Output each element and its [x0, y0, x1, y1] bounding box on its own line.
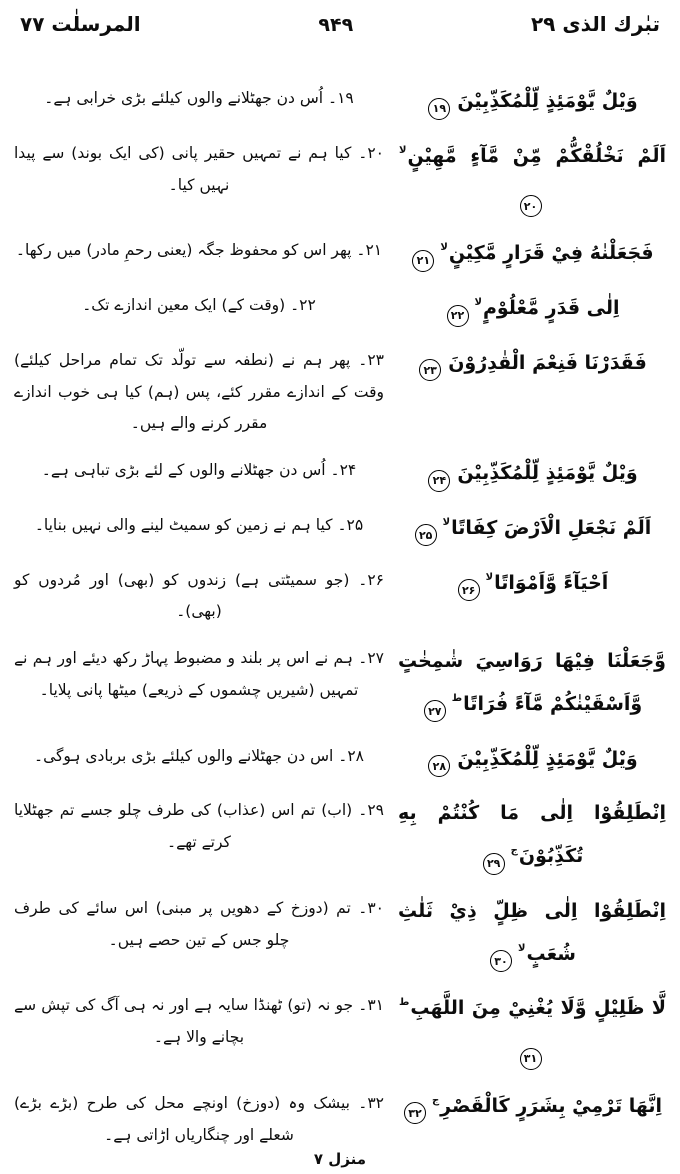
- verse-row: [14, 452, 666, 495]
- verse-number-badge: ۳۱: [520, 1048, 542, 1070]
- arabic-text: اِنَّهَا تَرْمِيْ بِشَرَرٍ كَالْقَصْرِ: [440, 1094, 663, 1117]
- waqf-mark: لا: [474, 297, 482, 308]
- verse-number-badge: ۱۹: [428, 98, 450, 120]
- verse-row: [14, 507, 666, 550]
- urdu-translation: ۲۶۔ (جو سمیٹتی ہے) زندوں کو (بھی) اور مُردوں کو (بھی)۔: [14, 570, 384, 621]
- verse-number-badge: ۲۸: [428, 755, 450, 777]
- verse-number-badge: ۲۵: [415, 524, 437, 546]
- waqf-mark: ط: [399, 997, 410, 1009]
- surah-label: المرسلٰت ۷۷: [20, 12, 141, 36]
- verse-number-badge: ۲۰: [520, 195, 542, 217]
- waqf-mark: لا: [518, 942, 526, 954]
- verse-row: [14, 987, 666, 1073]
- arabic-verse: [394, 507, 666, 550]
- arabic-text: لَّا ظَلِيْلٍ وَّلَا يُغْنِيْ مِنَ اللَّهَبِ: [410, 997, 666, 1020]
- waqf-mark: لا: [399, 144, 407, 156]
- arabic-text: وَيْلٌ يَّوْمَئِذٍ لِّلْمُكَذِّبِيْنَ: [457, 90, 638, 112]
- verse-row: [14, 135, 666, 221]
- arabic-verse: [394, 135, 666, 221]
- verse-number-badge: ۲۴: [428, 470, 450, 492]
- waqf-mark: لا: [485, 571, 494, 583]
- urdu-translation: ۲۰۔ کیا ہم نے تمہیں حقیر پانی (کی ایک بوند) سے پیدا نہیں کیا۔: [14, 143, 384, 194]
- arabic-verse: [394, 342, 666, 385]
- waqf-mark: لا: [440, 242, 448, 254]
- arabic-text: وَيْلٌ يَّوْمَئِذٍ لِّلْمُكَذِّبِيْنَ: [457, 462, 638, 485]
- arabic-verse: [394, 890, 666, 976]
- urdu-translation: ۲۱۔ پھر اس کو محفوظ جگہ (یعنی رحمِ مادر) میں رکھا۔: [15, 241, 383, 260]
- arabic-verse: [394, 792, 666, 878]
- urdu-translation: ۳۲۔ بیشک وہ (دوزخ) اونچے محل کی طرح (بڑے بڑے) شعلے اور چنگاریاں اڑاتی ہے۔: [14, 1093, 384, 1144]
- urdu-translation: ۲۴۔ اُس دن جھٹلانے والوں کے لئے بڑی تباہی ہے۔: [41, 461, 357, 480]
- urdu-translation: ۲۵۔ کیا ہم نے زمین کو سمیٹ لینے والی نہیں بنایا۔: [34, 515, 364, 534]
- arabic-verse: [394, 987, 666, 1073]
- urdu-translation: ۲۲۔ (وقت کے) ایک معین اندازے تک۔: [82, 296, 316, 314]
- urdu-translation: ۲۳۔ پھر ہم نے (نطفہ سے تولّد تک تمام مراحل کیلئے) وقت کے اندازے مقرر کئے، پس (ہم) کیا ہی خوب اندازے مقرر کرنے والے ہیں۔: [14, 350, 384, 433]
- arabic-text: اَحْيَآءً وَّاَمْوَاتًا: [494, 571, 609, 594]
- urdu-translation: ۲۸۔ اس دن جھٹلانے والوں کیلئے بڑی بربادی ہوگی۔: [34, 746, 364, 765]
- arabic-text: اَلَمْ نَخْلُقْكُّمْ مِّنْ مَّآءٍ مَّهِيْنٍ: [407, 144, 666, 167]
- arabic-text: فَجَعَلْنٰهُ فِيْ قَرَارٍ مَّكِيْنٍ: [448, 242, 654, 265]
- urdu-translation: ۲۹۔ (اب) تم اس (عذاب) کی طرف چلو جسے تم جھٹلایا کرتے تھے۔: [14, 801, 384, 852]
- arabic-text: وَّجَعَلْنَا فِيْهَا رَوَاسِيَ شٰمِخٰتٍ وَّاَسْقَيْنٰكُمْ مَّآءً فُرَاتًا: [398, 650, 666, 715]
- arabic-verse: [394, 452, 666, 495]
- arabic-text: فَقَدَرْنَا فَنِعْمَ الْقٰدِرُوْنَ: [448, 351, 647, 374]
- verse-row: [14, 342, 666, 440]
- arabic-verse: [394, 562, 666, 605]
- page-number: ۹۴۹: [318, 14, 354, 36]
- verse-row: [14, 1085, 666, 1152]
- arabic-verse: [394, 80, 666, 123]
- arabic-verse: [394, 640, 666, 726]
- manzil-label: منزل ۷: [313, 1150, 367, 1168]
- arabic-text: اِنْطَلِقُوْا اِلٰى مَا كُنْتُمْ بِهِ تُكَذِّبُوْنَ: [398, 802, 666, 868]
- waqf-mark: لا: [442, 516, 451, 528]
- arabic-verse: [394, 1085, 666, 1128]
- page-header: [14, 10, 666, 36]
- arabic-text: اِلٰى قَدَرٍ مَّعْلُوْمٍ: [482, 297, 620, 319]
- arabic-text: وَيْلٌ يَّوْمَئِذٍ لِّلْمُكَذِّبِيْنَ: [457, 747, 638, 770]
- urdu-translation: ۳۰۔ تم (دوزخ کے دھویں پر مبنی) اس سائے کی طرف چلو جس کے تین حصے ہیں۔: [14, 898, 384, 949]
- urdu-translation: ۳۱۔ جو نہ (تو) ٹھنڈا سایہ ہے اور نہ ہی آگ کی تپش سے بچانے والا ہے۔: [14, 996, 384, 1047]
- verse-row: [14, 80, 666, 123]
- verse-row: [14, 562, 666, 629]
- urdu-translation: ۱۹۔ اُس دن جھٹلانے والوں کیلئے بڑی خرابی ہے۔: [44, 89, 354, 107]
- verse-number-badge: ۳۰: [490, 950, 512, 972]
- verse-row: [14, 287, 666, 330]
- juz-label: تبٰرك الذی ۲۹: [530, 12, 660, 36]
- verse-row: [14, 738, 666, 781]
- verse-row: [14, 792, 666, 878]
- verse-number-badge: ۲۲: [447, 305, 469, 327]
- waqf-mark: ج: [431, 1094, 440, 1106]
- verse-number-badge: ۲۱: [412, 250, 434, 272]
- arabic-text: اِنْطَلِقُوْا اِلٰى ظِلٍّ ذِيْ ثَلٰثِ شُعَبٍ: [398, 899, 666, 965]
- arabic-text: اَلَمْ نَجْعَلِ الْاَرْضَ كِفَاتًا: [451, 516, 652, 539]
- arabic-verse: [394, 232, 666, 275]
- waqf-mark: ج: [510, 845, 518, 857]
- verse-row: [14, 890, 666, 976]
- arabic-verse: [394, 738, 666, 781]
- urdu-translation: ۲۷۔ ہم نے اس پر بلند و مضبوط پہاڑ رکھ دیئے اور ہم نے تمہیں (شیریں چشموں کے ذریعے) میٹھا پانی پلایا۔: [14, 649, 384, 699]
- verse-number-badge: ۲۹: [483, 853, 505, 875]
- verse-row: [14, 640, 666, 726]
- arabic-verse: [394, 287, 666, 330]
- verses-content: [14, 80, 666, 1151]
- verse-row: [14, 232, 666, 275]
- verse-number-badge: ۲۶: [458, 579, 480, 601]
- verse-number-badge: ۲۳: [419, 359, 441, 381]
- waqf-mark: ط: [451, 692, 463, 704]
- verse-number-badge: ۳۲: [404, 1102, 426, 1124]
- verse-number-badge: ۲۷: [424, 700, 446, 722]
